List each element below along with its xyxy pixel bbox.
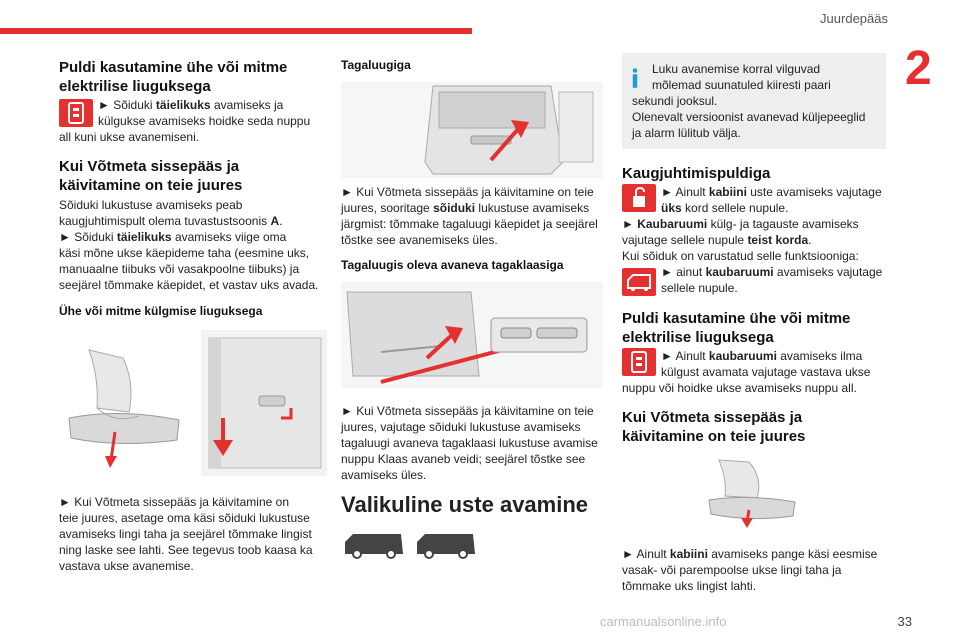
info-box — [622, 53, 886, 149]
col2-heading-2-text: Tagaluugis oleva avaneva tagaklaasiga — [341, 258, 564, 272]
col3-p1-line3: ► Kaubaruumi külg- ja tagauste avamiseks — [622, 217, 859, 231]
col1-p3-line4: ning laske see lahti. See tegevus toob kaasa ka — [59, 543, 313, 557]
col3-heading-2-line2: elektrilise liuguksega — [622, 329, 774, 346]
col1-p3-line1: ► Kui Võtmeta sissepääs ja käivitamine on — [59, 495, 289, 509]
col1-p2-line2: kaugjuhtimispult olema tuvastustsoonis A. — [59, 214, 283, 228]
cargo-unlock-icon — [622, 268, 656, 296]
col2-heading-2 — [341, 258, 606, 273]
col3-p2-line3: nuppu või hoidke ukse avamiseks nuppu all. — [622, 381, 857, 395]
col3-p3-line2: vasak- või parempoolse ukse lingi taha ja — [622, 563, 842, 577]
tailgate-illustration — [341, 82, 603, 178]
info-line4: Olenevalt versioonist avanevad küljepeeglid — [632, 110, 866, 124]
info-text-a — [652, 61, 882, 93]
col2-p2-line5: avamiseks üles. — [341, 468, 427, 482]
section-title: Juurdepääs — [820, 11, 888, 26]
column-1 — [59, 58, 327, 96]
col1-heading-1-line1: Puldi kasutamine ühe või mitme — [59, 59, 288, 76]
info-icon — [632, 65, 638, 91]
col1-para-3 — [59, 494, 334, 574]
info-line2: mõlemad suunatuled kiiresti paari — [652, 78, 831, 92]
col2-p1-line1: ► Kui Võtmeta sissepääs ja käivitamine on teie — [341, 185, 594, 199]
col3-heading-1 — [622, 164, 886, 183]
col2-p1-line3: järgmist: tõmmake tagaluugi käepidet ja seejärel — [341, 217, 598, 231]
col1-para-2 — [59, 197, 334, 293]
col3-p1-line1: ► Ainult kabiini uste avamiseks vajutage — [661, 185, 882, 199]
col3-p1-line6: ► ainut kaubaruumi avamiseks vajutage — [661, 265, 883, 279]
col1-heading-3-text: Ühe või mitme külgmise liuguksega — [59, 304, 263, 318]
watermark: carmanualsonline.info — [600, 614, 727, 629]
col2-heading-1 — [341, 58, 601, 73]
col2-p2-line1: ► Kui Võtmeta sissepääs ja käivitamine on teie — [341, 404, 594, 418]
col3-para-1-c — [661, 264, 891, 296]
col3-heading-3 — [622, 408, 886, 446]
col3-heading-1-text: Kaugjuhtimispuldiga — [622, 165, 771, 182]
col3-para-1-b — [622, 216, 892, 264]
col3-heading-2 — [622, 309, 886, 347]
col2-p1-line2: juures, sooritage sõiduki lukustuse avamiseks — [341, 201, 590, 215]
col1-p3-line3: avamiseks lingi taha ja seejärel tõmmake lingist — [59, 527, 312, 541]
col3-p1-line4: vajutage sellele nupule teist korda. — [622, 233, 812, 247]
col2-p2-line4: nuppu Klaas avaneb veidi; seejärel tõstke see — [341, 452, 586, 466]
info-line5: ja alarm lülitub välja. — [632, 126, 741, 140]
col3-p1-line5: Kui sõiduk on varustatud selle funktsiooniga: — [622, 249, 859, 263]
col2-heading-1-text: Tagaluugiga — [341, 58, 411, 72]
col1-p1-line3: all kuni ukse avanemiseni. — [59, 130, 200, 144]
sliding-door-icon — [622, 348, 656, 376]
van-icons — [341, 528, 489, 560]
col2-section-heading: Valikuline uste avamine — [341, 492, 589, 517]
col1-p2-line6: seejärel tõmmake käepidet, et vastav uks avada. — [59, 278, 319, 292]
col1-p1-line2: külgukse avamiseks hoidke seda nuppu — [98, 114, 311, 128]
col1-heading-2-line2: käivitamine on teie juures — [59, 177, 243, 194]
col1-para-1-a — [98, 97, 328, 129]
col3-p3-line3: tõmmake uks lingist lahti. — [622, 579, 757, 593]
door-unlock-icon — [59, 99, 93, 127]
col3-p2-line2: külgust avamata vajutage vastava ukse — [661, 365, 871, 379]
col1-p2-line1: Sõiduki lukustuse avamiseks peab — [59, 198, 243, 212]
rear-window-illustration — [341, 282, 603, 388]
col3-p1-line7: sellele nupule. — [661, 281, 738, 295]
col3-para-2-a — [661, 348, 891, 380]
col1-p2-line5: manuaalne tiibuks või vasakpoolne tiibuks) ja — [59, 262, 300, 276]
info-line3: sekundi jooksul. — [632, 94, 718, 108]
col3-heading-3-line1: Kui Võtmeta sissepääs ja — [622, 409, 803, 426]
col1-p2-line3: ► Sõiduki täielikuks avamiseks viige oma — [59, 230, 287, 244]
col2-para-2 — [341, 403, 606, 483]
door-handle-hand-illustration — [705, 452, 801, 528]
col1-p1-line1: ► Sõiduki täielikuks avamiseks ja — [98, 98, 284, 112]
col1-heading-2-line1: Kui Võtmeta sissepääs ja — [59, 158, 240, 175]
page-number: 33 — [897, 614, 912, 629]
col2-p2-line3: tagaluugi avaneva tagaklaasi lukustuse avamise — [341, 436, 598, 450]
col2-p1-line4: tõstke see avanemiseks üles. — [341, 233, 498, 247]
chapter-number: 2 — [905, 42, 932, 95]
col2-p2-line2: juures, vajutage sõiduki lukustuse avamiseks — [341, 420, 581, 434]
col1-p3-line2: teie juures, asetage oma käsi sõiduki lukustuse — [59, 511, 310, 525]
van-icon-pair — [341, 528, 489, 560]
col3-p1-line2: üks kord sellele nupule. — [661, 201, 789, 215]
col3-heading-2-line1: Puldi kasutamine ühe või mitme — [622, 310, 851, 327]
info-text-b — [632, 93, 882, 141]
sliding-door-illustration — [59, 328, 327, 476]
info-line1: Luku avanemise korral vilguvad — [652, 62, 821, 76]
col3-p3-line1: ► Ainult kabiini avamiseks pange käsi eesmise — [622, 547, 878, 561]
col3-heading-3-line2: käivitamine on teie juures — [622, 428, 806, 445]
col3-p2-line1: ► Ainult kaubaruumi avamiseks ilma — [661, 349, 863, 363]
col1-heading-3 — [59, 304, 329, 319]
col3-para-2-b — [622, 380, 892, 396]
col3-para-1-a — [661, 184, 891, 216]
unlock-padlock-icon — [622, 184, 656, 212]
col1-heading-1-line2: elektrilise liuguksega — [59, 78, 211, 95]
col1-para-1-b — [59, 129, 329, 145]
header-red-bar — [0, 28, 472, 34]
col1-heading-2 — [59, 157, 327, 195]
col1-p2-line4: käsi mõne ukse käepideme taha (eesmine uks, — [59, 246, 310, 260]
col3-para-3 — [622, 546, 892, 594]
col1-p3-line5: vastava ukse avanemise. — [59, 559, 194, 573]
col2-para-1 — [341, 184, 606, 248]
